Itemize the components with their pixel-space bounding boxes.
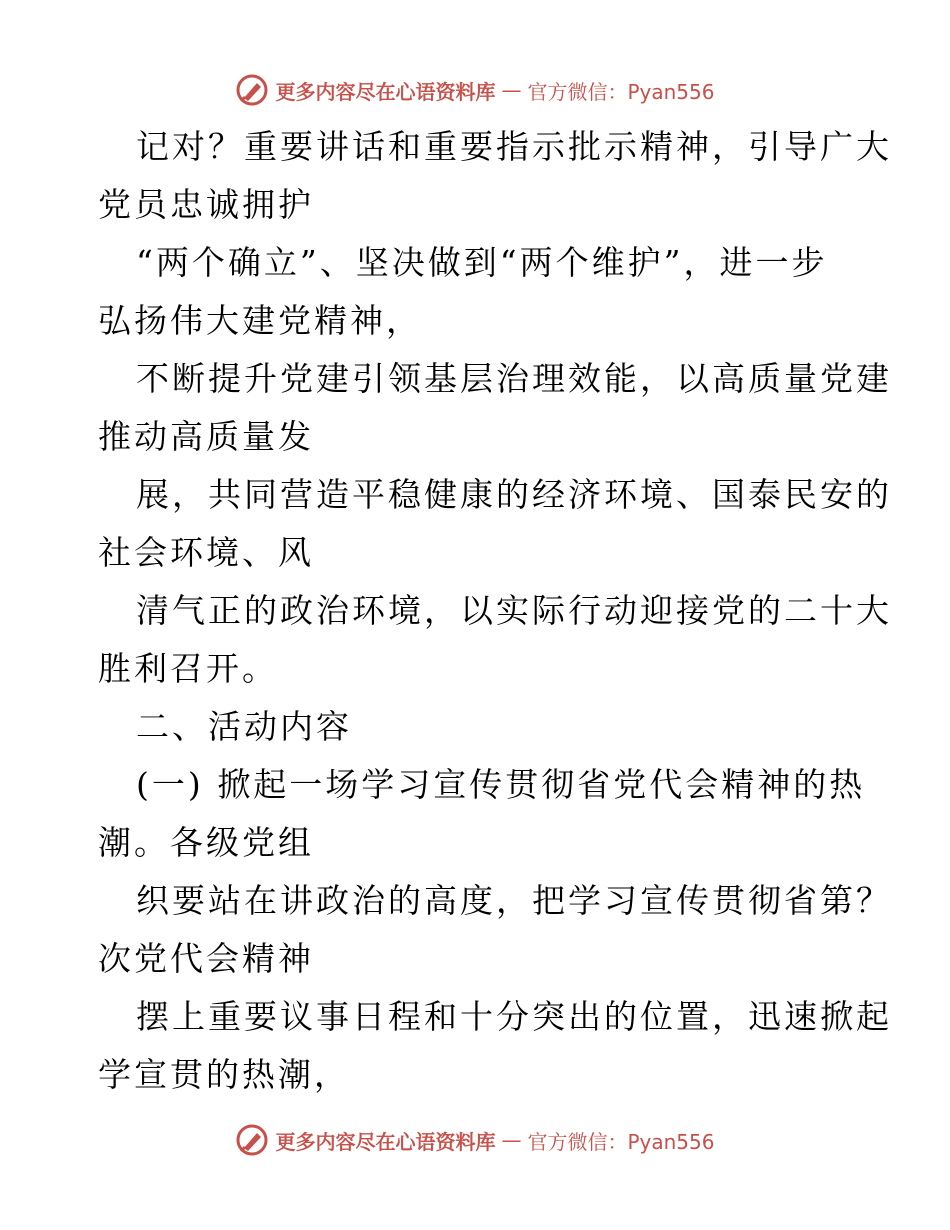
paragraph-line: 摆上重要议事日程和十分突出的位置，迅速掀起 <box>136 997 892 1036</box>
pen-logo-icon <box>235 1123 269 1157</box>
paragraph-line: 记对？重要讲话和重要指示批示精神，引导广大 <box>136 127 892 166</box>
paragraph-line: 推动高质量发 <box>98 417 314 456</box>
paragraph-line: 展，共同营造平稳健康的经济环境、国泰民安的 <box>136 475 892 514</box>
paragraph-line: “两个确立”、坚决做到“两个维护”，进一步 <box>136 243 828 282</box>
watermark-dash: — <box>501 1128 522 1152</box>
paragraph-line: 社会环境、风 <box>98 533 314 572</box>
paragraph-line: 党员忠诚拥护 <box>98 185 314 224</box>
paragraph-line: 潮。各级党组 <box>98 823 314 862</box>
paragraph-line: 次党代会精神 <box>98 939 314 978</box>
watermark-text: 更多内容尽在心语资料库 <box>275 79 496 104</box>
footer-watermark <box>0 1122 950 1158</box>
paragraph-line: 胜利召开。 <box>98 649 278 688</box>
paragraph-line: 弘扬伟大建党精神， <box>98 301 422 340</box>
paragraph-line: (一) 掀起一场学习宣传贯彻省党代会精神的热 <box>136 765 866 804</box>
watermark-account: 官方微信：Pyan556 <box>527 1129 715 1154</box>
pen-logo-icon <box>235 73 269 107</box>
watermark-account: 官方微信：Pyan556 <box>527 79 715 104</box>
paragraph-line: 学宣贯的热潮， <box>98 1055 350 1094</box>
paragraph-line: 织要站在讲政治的高度，把学习宣传贯彻省第？ <box>136 881 892 920</box>
section-heading: 二、活动内容 <box>136 707 352 746</box>
watermark-dash: — <box>501 78 522 102</box>
document-body <box>98 118 892 1104</box>
watermark-text: 更多内容尽在心语资料库 <box>275 1129 496 1154</box>
paragraph-line: 不断提升党建引领基层治理效能，以高质量党建 <box>136 359 892 398</box>
header-watermark <box>0 72 950 108</box>
paragraph-line: 清气正的政治环境，以实际行动迎接党的二十大 <box>136 591 892 630</box>
